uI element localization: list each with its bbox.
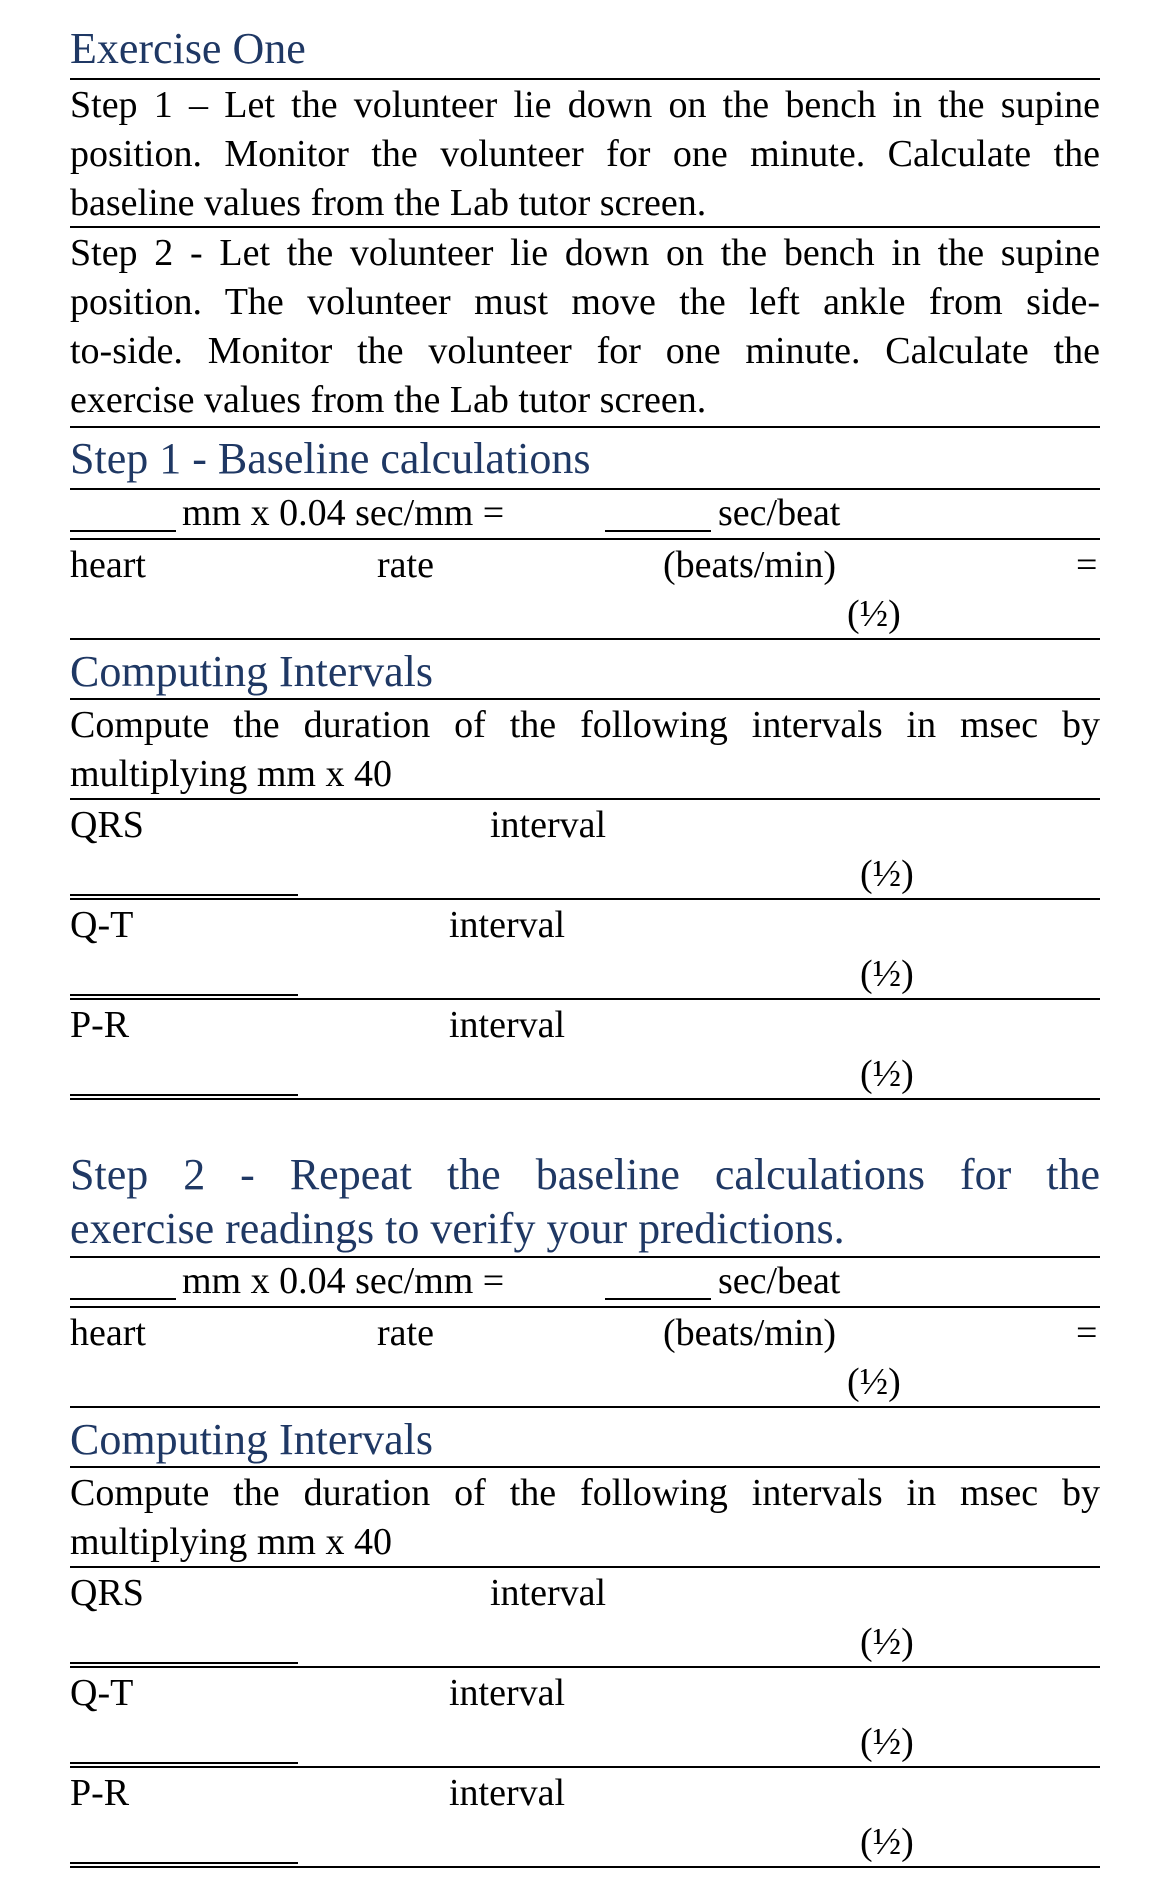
section1-qt-row (70, 900, 1100, 1000)
step1-instructions (70, 80, 1100, 228)
step1-line-2: position. Monitor the volunteer for one minute. Calculate the (70, 133, 1100, 175)
sec-per-beat-blank (605, 1298, 711, 1300)
section2-calc-row (70, 1258, 1100, 1308)
section2-qt-row (70, 1668, 1100, 1768)
heart-rate-equals: = (1076, 1312, 1098, 1354)
instruction-line-2: multiplying mm x 40 (70, 1521, 392, 1563)
heart-rate-score: (½) (847, 593, 901, 635)
heart-rate-word1: heart (70, 1312, 146, 1354)
pr-label: P-R (70, 1772, 130, 1814)
qrs-interval-word: interval (490, 1572, 607, 1614)
exercise-title: Exercise One (70, 24, 306, 73)
calc-unit: sec/beat (718, 492, 841, 534)
calc-unit: sec/beat (718, 1260, 841, 1302)
section1-heading: Step 1 - Baseline calculations (70, 434, 591, 483)
step2-line-3: to-side. Monitor the volunteer for one minute. Calculate the (70, 330, 1100, 372)
section1-heart-rate-row (70, 540, 1100, 640)
qrs-label: QRS (70, 804, 144, 846)
section2-intervals-heading-row (70, 1408, 1100, 1468)
qt-score: (½) (860, 953, 914, 995)
heart-rate-word2: rate (377, 544, 434, 586)
heart-rate-word2: rate (377, 1312, 434, 1354)
step2-line-1: Step 2 - Let the volunteer lie down on the bench in the supine (70, 232, 1100, 274)
qt-interval-word: interval (449, 1672, 566, 1714)
section1-intervals-heading: Computing Intervals (70, 647, 433, 696)
pr-blank (70, 1862, 298, 1864)
qrs-blank (70, 1662, 298, 1664)
qrs-score: (½) (860, 1621, 914, 1663)
qt-blank (70, 1762, 298, 1764)
section1-pr-row (70, 1000, 1100, 1100)
qt-score: (½) (860, 1721, 914, 1763)
mm-blank (70, 530, 176, 532)
qrs-interval-word: interval (490, 804, 607, 846)
heart-rate-equals: = (1076, 544, 1098, 586)
worksheet-page (70, 0, 1100, 1899)
pr-blank (70, 1094, 298, 1096)
section1-calc-row (70, 490, 1100, 540)
calc-formula: mm x 0.04 sec/mm = (182, 1260, 505, 1302)
qrs-score: (½) (860, 853, 914, 895)
step1-line-1: Step 1 – Let the volunteer lie down on the bench in the supine (70, 84, 1100, 126)
heart-rate-word1: heart (70, 544, 146, 586)
section2-heading-row (70, 1100, 1100, 1258)
instruction-line-1: Compute the duration of the following intervals in msec by (70, 1472, 1100, 1514)
qrs-blank (70, 894, 298, 896)
heart-rate-unit: (beats/min) (663, 544, 837, 586)
section1-intervals-instruction (70, 700, 1100, 800)
section2-heading-line-2: exercise readings to verify your predictions. (70, 1204, 845, 1253)
qt-label: Q-T (70, 1672, 134, 1714)
pr-interval-word: interval (449, 1004, 566, 1046)
pr-interval-word: interval (449, 1772, 566, 1814)
step2-line-4: exercise values from the Lab tutor screen. (70, 379, 707, 421)
section1-qrs-row (70, 800, 1100, 900)
section2-pr-row (70, 1768, 1100, 1868)
step1-line-3: baseline values from the Lab tutor screen. (70, 182, 707, 224)
mm-blank (70, 1298, 176, 1300)
sec-per-beat-blank (605, 530, 711, 532)
instruction-line-2: multiplying mm x 40 (70, 753, 392, 795)
step2-instructions (70, 228, 1100, 428)
step2-line-2: position. The volunteer must move the left ankle from side- (70, 281, 1100, 323)
section2-qrs-row (70, 1568, 1100, 1668)
qt-blank (70, 994, 298, 996)
heart-rate-unit: (beats/min) (663, 1312, 837, 1354)
qt-label: Q-T (70, 904, 134, 946)
instruction-line-1: Compute the duration of the following intervals in msec by (70, 704, 1100, 746)
section1-intervals-heading-row (70, 640, 1100, 700)
pr-score: (½) (860, 1053, 914, 1095)
calc-formula: mm x 0.04 sec/mm = (182, 492, 505, 534)
section1-heading-row (70, 428, 1100, 490)
section2-heading-line-1: Step 2 - Repeat the baseline calculations for the (70, 1150, 1100, 1199)
section2-intervals-heading: Computing Intervals (70, 1415, 433, 1464)
heart-rate-score: (½) (847, 1361, 901, 1403)
exercise-title-row (70, 16, 1100, 80)
qrs-label: QRS (70, 1572, 144, 1614)
qt-interval-word: interval (449, 904, 566, 946)
section2-intervals-instruction (70, 1468, 1100, 1568)
pr-score: (½) (860, 1821, 914, 1863)
pr-label: P-R (70, 1004, 130, 1046)
section2-heart-rate-row (70, 1308, 1100, 1408)
